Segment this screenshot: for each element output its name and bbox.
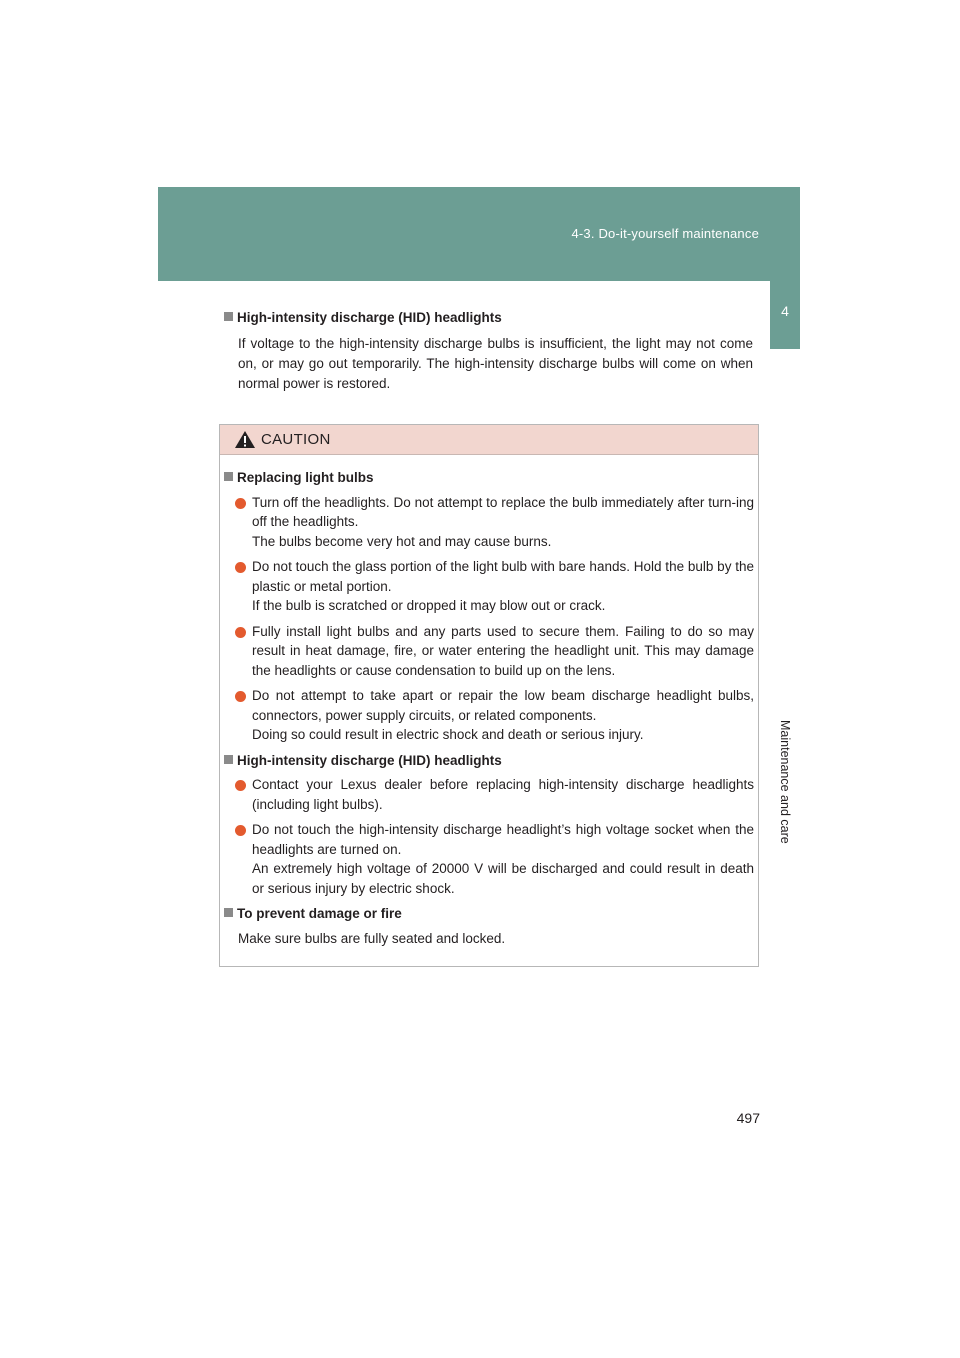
caution-heading-text: Replacing light bulbs: [237, 470, 374, 485]
chapter-number: 4: [781, 303, 789, 319]
caution-bullet: [252, 775, 754, 814]
caution-header: [220, 425, 758, 455]
bullet-text: Fully install light bulbs and any parts used to secure them. Failing to do so may result in heat damage, fire, or water entering the headlight unit. This may damage the headlights or cause condensation to build up on the lens.: [252, 623, 754, 678]
bullet-text: If the bulb is scratched or dropped it may blow out or crack.: [252, 598, 606, 613]
caution-heading: [224, 751, 760, 771]
page-number: 497: [736, 1110, 760, 1126]
side-tab: [770, 281, 800, 349]
orange-dot-icon: [235, 498, 246, 509]
caution-text: Make sure bulbs are fully seated and locked.: [238, 930, 506, 946]
bullet-text: Do not attempt to take apart or repair the low beam discharge headlight bulbs, connectors, power supply circuits, or related components.: [252, 688, 754, 723]
bullet-text: Do not touch the high-intensity discharge headlight’s high voltage socket when the headlights are turned on.: [252, 822, 754, 857]
section-heading: [224, 310, 502, 325]
orange-dot-icon: [235, 562, 246, 573]
bullet-text: Turn off the headlights. Do not attempt to replace the bulb immediately after turn-ing off the headlights.: [252, 494, 754, 529]
caution-box: [219, 424, 759, 967]
bullet-text: Do not touch the glass portion of the light bulb with bare hands. Hold the bulb by the plastic or metal portion.: [252, 559, 754, 594]
caution-bullet: [252, 686, 754, 745]
chapter-title: 4-3. Do-it-yourself maintenance: [571, 226, 759, 241]
header-band: [158, 187, 800, 281]
orange-dot-icon: [235, 825, 246, 836]
warning-triangle-icon: [234, 430, 256, 449]
section-heading-text: High-intensity discharge (HID) headlights: [237, 310, 502, 325]
side-label: [770, 720, 800, 870]
caution-content: [220, 465, 760, 948]
gray-square-icon: [224, 312, 233, 321]
caution-bullet: [252, 557, 754, 616]
gray-square-icon: [224, 472, 233, 481]
orange-dot-icon: [235, 627, 246, 638]
caution-bullet: [252, 493, 754, 552]
bullet-text: The bulbs become very hot and may cause burns.: [252, 533, 552, 549]
gray-square-icon: [224, 755, 233, 764]
caution-heading: [224, 904, 760, 924]
bullet-text: An extremely high voltage of 20000 V will be discharged and could result in death or serious injury by electric shock.: [252, 861, 754, 896]
caution-title: CAUTION: [261, 431, 331, 448]
caution-heading-text: To prevent damage or fire: [237, 906, 402, 921]
section-body: If voltage to the high-intensity discharge bulbs is insufficient, the light may not come on, or may go out temporarily. The high-intensity discharge bulbs will come on when normal power is restored.: [238, 336, 753, 391]
orange-dot-icon: [235, 691, 246, 702]
gray-square-icon: [224, 908, 233, 917]
caution-heading-text: High-intensity discharge (HID) headlights: [237, 752, 502, 768]
caution-heading: [224, 468, 760, 488]
bullet-text: Contact your Lexus dealer before replacing high-intensity discharge headlights (including light bulbs).: [252, 777, 754, 812]
bullet-text: Doing so could result in electric shock and death or serious injury.: [252, 727, 644, 742]
chapter-label: Maintenance and care: [778, 720, 792, 844]
caution-bullet: [252, 622, 754, 681]
caution-bullet: [252, 820, 754, 898]
orange-dot-icon: [235, 780, 246, 791]
